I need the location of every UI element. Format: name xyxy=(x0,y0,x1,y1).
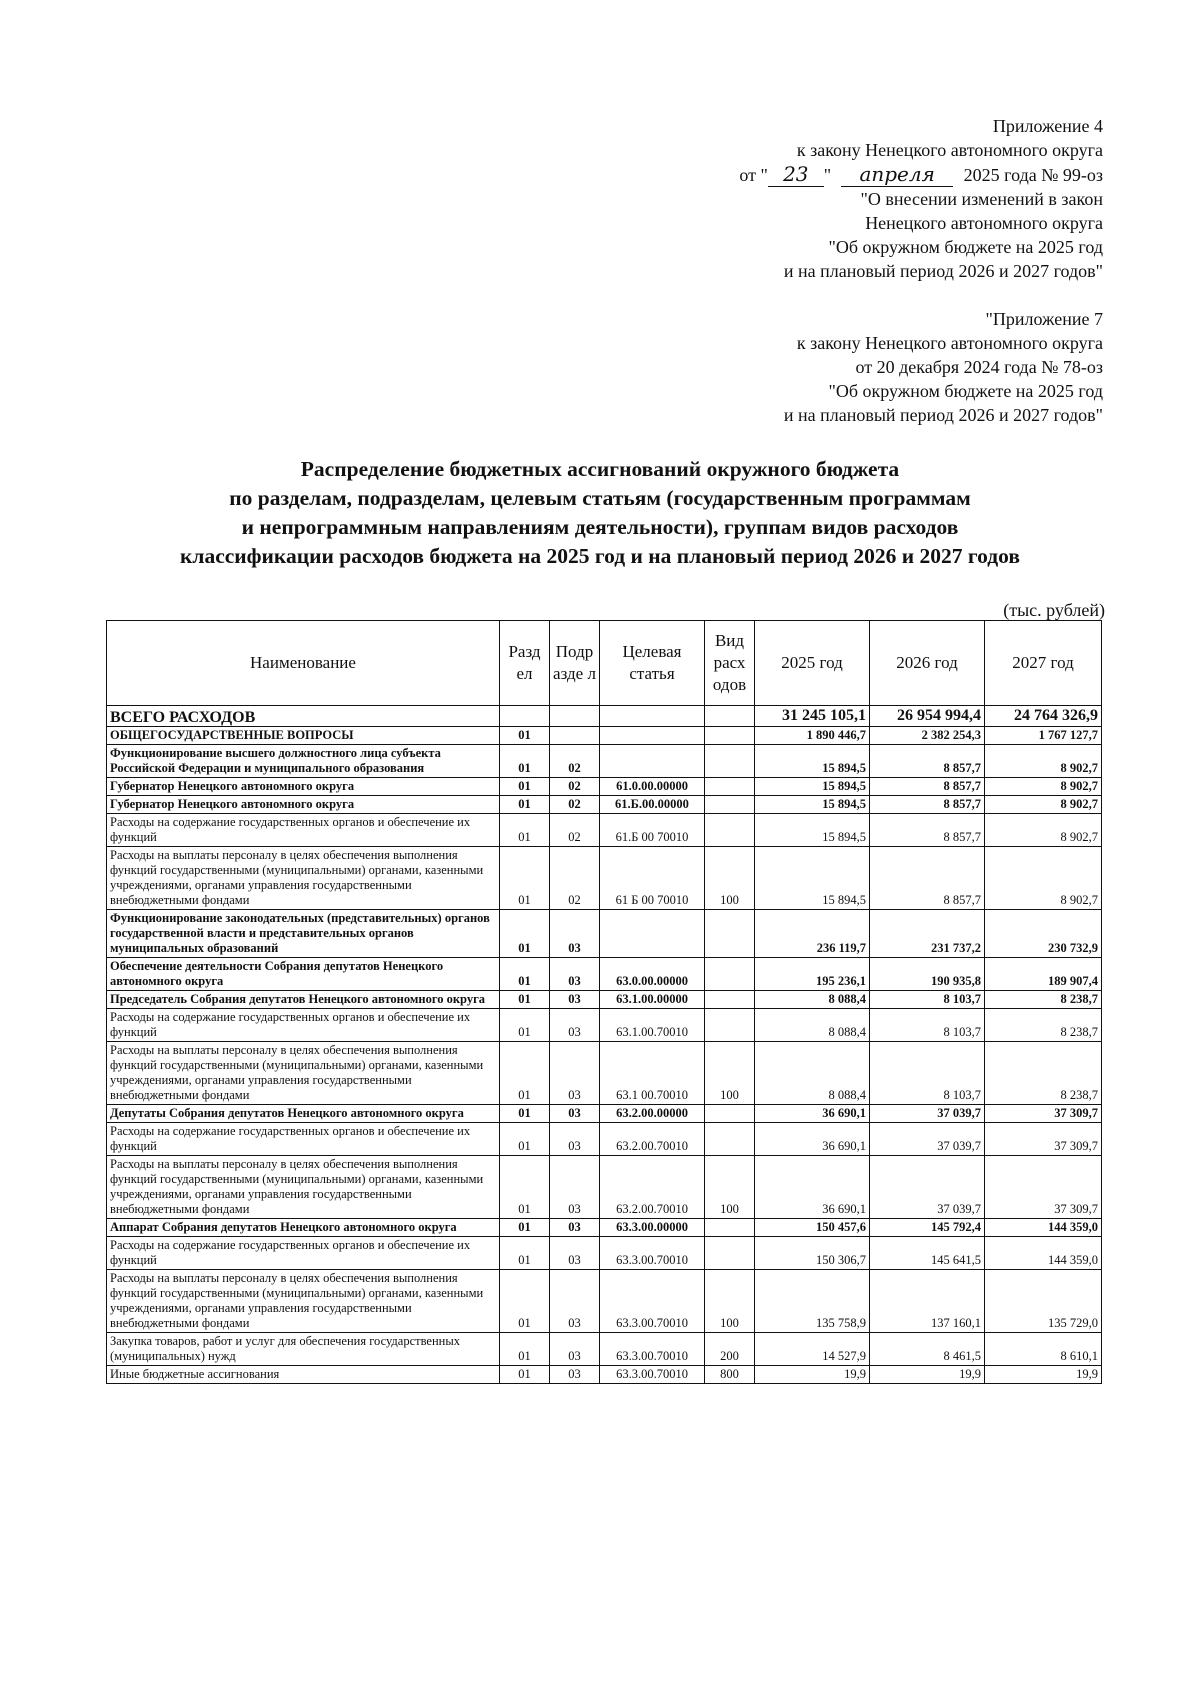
header-line: "Об окружном бюджете на 2025 год xyxy=(828,237,1103,257)
row-vid: 100 xyxy=(705,1156,755,1219)
table-row xyxy=(107,1105,1102,1123)
row-amount-2025: 36 690,1 xyxy=(755,1123,870,1156)
row-name: Расходы на содержание государственных органов и обеспечение их функций xyxy=(107,1123,500,1156)
row-podrazdel: 03 xyxy=(550,1042,600,1105)
row-vid xyxy=(705,1123,755,1156)
row-amount-2026: 8 103,7 xyxy=(870,991,985,1009)
handwritten-month: апреля xyxy=(841,162,953,187)
row-vid xyxy=(705,1219,755,1237)
col-header-target: Целевая статья xyxy=(600,621,705,706)
header-line: к закону Ненецкого автономного округа xyxy=(796,333,1103,353)
row-vid: 100 xyxy=(705,1270,755,1333)
row-target: 63.2.00.70010 xyxy=(600,1123,705,1156)
table-row xyxy=(107,778,1102,796)
row-razdel: 01 xyxy=(500,1270,550,1333)
row-podrazdel: 02 xyxy=(550,847,600,910)
row-amount-2025: 1 890 446,7 xyxy=(755,727,870,745)
row-name: Расходы на выплаты персоналу в целях обеспечения выполнения функций государственными (муниципальными) органами, казенными учреждениями, органами управления государственными внебюджетными фондами xyxy=(107,1042,500,1105)
row-amount-2027: 19,9 xyxy=(985,1366,1102,1384)
row-razdel: 01 xyxy=(500,1105,550,1123)
col-header-vid: Вид расх одов xyxy=(705,621,755,706)
row-amount-2025: 15 894,5 xyxy=(755,796,870,814)
header-line: Ненецкого автономного округа xyxy=(865,213,1103,233)
row-razdel: 01 xyxy=(500,796,550,814)
row-target: 63.3.00.00000 xyxy=(600,1219,705,1237)
row-amount-2025: 150 306,7 xyxy=(755,1237,870,1270)
row-amount-2027: 37 309,7 xyxy=(985,1156,1102,1219)
row-amount-2027: 37 309,7 xyxy=(985,1105,1102,1123)
row-razdel: 01 xyxy=(500,745,550,778)
title-line: и непрограммным направлениям деятельности), группам видов расходов xyxy=(241,515,959,539)
row-amount-2026: 190 935,8 xyxy=(870,958,985,991)
row-amount-2026: 145 792,4 xyxy=(870,1219,985,1237)
col-header-2026: 2026 год xyxy=(870,621,985,706)
row-target: 61.0.00.00000 xyxy=(600,778,705,796)
row-razdel: 01 xyxy=(500,1123,550,1156)
row-amount-2025: 195 236,1 xyxy=(755,958,870,991)
row-amount-2025: 135 758,9 xyxy=(755,1270,870,1333)
col-header-podrazdel: Подр азде л xyxy=(550,621,600,706)
row-amount-2027: 8 902,7 xyxy=(985,778,1102,796)
table-row xyxy=(107,910,1102,958)
row-amount-2026: 8 857,7 xyxy=(870,745,985,778)
row-vid: 800 xyxy=(705,1366,755,1384)
date-prefix: от " xyxy=(739,165,768,185)
row-name: Губернатор Ненецкого автономного округа xyxy=(107,778,500,796)
row-amount-2027: 8 902,7 xyxy=(985,796,1102,814)
row-amount-2026: 19,9 xyxy=(870,1366,985,1384)
row-amount-2025: 19,9 xyxy=(755,1366,870,1384)
row-amount-2025: 31 245 105,1 xyxy=(755,706,870,727)
row-podrazdel: 03 xyxy=(550,991,600,1009)
row-amount-2025: 15 894,5 xyxy=(755,745,870,778)
table-row xyxy=(107,1237,1102,1270)
row-amount-2025: 8 088,4 xyxy=(755,1042,870,1105)
table-row xyxy=(107,991,1102,1009)
budget-table xyxy=(106,620,1102,1384)
row-podrazdel: 03 xyxy=(550,1105,600,1123)
row-amount-2025: 150 457,6 xyxy=(755,1219,870,1237)
row-name: Расходы на выплаты персоналу в целях обеспечения выполнения функций государственными (муниципальными) органами, казенными учреждениями, органами управления государственными внебюджетными фондами xyxy=(107,1270,500,1333)
row-podrazdel: 02 xyxy=(550,745,600,778)
row-podrazdel: 03 xyxy=(550,1219,600,1237)
header-line: к закону Ненецкого автономного округа xyxy=(796,140,1103,160)
col-header-name: Наименование xyxy=(107,621,500,706)
row-amount-2025: 8 088,4 xyxy=(755,991,870,1009)
table-row xyxy=(107,706,1102,727)
table-row xyxy=(107,1219,1102,1237)
row-podrazdel: 03 xyxy=(550,1123,600,1156)
header-spacer xyxy=(739,283,1103,307)
row-amount-2027: 37 309,7 xyxy=(985,1123,1102,1156)
row-name: ВСЕГО РАСХОДОВ xyxy=(107,706,500,727)
table-row xyxy=(107,1270,1102,1333)
row-amount-2027: 8 902,7 xyxy=(985,847,1102,910)
row-vid: 100 xyxy=(705,847,755,910)
row-podrazdel: 03 xyxy=(550,1333,600,1366)
header-line: от 20 декабря 2024 года № 78-оз xyxy=(855,357,1103,377)
row-razdel: 01 xyxy=(500,991,550,1009)
row-name: Депутаты Собрания депутатов Ненецкого автономного округа xyxy=(107,1105,500,1123)
row-razdel: 01 xyxy=(500,1042,550,1105)
row-vid xyxy=(705,745,755,778)
row-amount-2026: 8 857,7 xyxy=(870,847,985,910)
row-target: 63.3.00.70010 xyxy=(600,1333,705,1366)
row-name: Расходы на содержание государственных органов и обеспечение их функций xyxy=(107,1009,500,1042)
table-row xyxy=(107,1042,1102,1105)
col-header-razdel: Разд ел xyxy=(500,621,550,706)
handwritten-day: 23 xyxy=(768,162,824,187)
row-razdel: 01 xyxy=(500,778,550,796)
row-vid xyxy=(705,1009,755,1042)
row-amount-2026: 8 857,7 xyxy=(870,814,985,847)
row-podrazdel: 03 xyxy=(550,1009,600,1042)
row-name: Расходы на выплаты персоналу в целях обеспечения выполнения функций государственными (муниципальными) органами, казенными учреждениями, органами управления государственными внебюджетными фондами xyxy=(107,847,500,910)
row-amount-2026: 8 103,7 xyxy=(870,1042,985,1105)
row-target: 61.Б.00.00000 xyxy=(600,796,705,814)
header-line: "Об окружном бюджете на 2025 год xyxy=(828,381,1103,401)
row-name: Функционирование законодательных (представительных) органов государственной власти и представительных органов муниципальных образований xyxy=(107,910,500,958)
row-amount-2025: 236 119,7 xyxy=(755,910,870,958)
row-amount-2026: 26 954 994,4 xyxy=(870,706,985,727)
title-line: Распределение бюджетных ассигнований окружного бюджета xyxy=(300,457,900,481)
row-name: Обеспечение деятельности Собрания депутатов Ненецкого автономного округа xyxy=(107,958,500,991)
row-amount-2026: 37 039,7 xyxy=(870,1105,985,1123)
row-amount-2026: 37 039,7 xyxy=(870,1123,985,1156)
row-name: Иные бюджетные ассигнования xyxy=(107,1366,500,1384)
col-header-2025: 2025 год xyxy=(755,621,870,706)
row-podrazdel: 03 xyxy=(550,958,600,991)
row-amount-2026: 2 382 254,3 xyxy=(870,727,985,745)
row-target: 63.3.00.70010 xyxy=(600,1237,705,1270)
row-razdel: 01 xyxy=(500,1156,550,1219)
row-amount-2027: 230 732,9 xyxy=(985,910,1102,958)
row-vid xyxy=(705,991,755,1009)
row-amount-2026: 8 857,7 xyxy=(870,778,985,796)
row-vid: 100 xyxy=(705,1042,755,1105)
table-header-row xyxy=(107,621,1102,706)
table-row xyxy=(107,796,1102,814)
row-podrazdel xyxy=(550,706,600,727)
row-name: ОБЩЕГОСУДАРСТВЕННЫЕ ВОПРОСЫ xyxy=(107,727,500,745)
table-row xyxy=(107,1333,1102,1366)
header-line: "Приложение 7 xyxy=(985,309,1103,329)
row-amount-2026: 145 641,5 xyxy=(870,1237,985,1270)
row-amount-2025: 14 527,9 xyxy=(755,1333,870,1366)
row-podrazdel: 03 xyxy=(550,1270,600,1333)
table-row xyxy=(107,847,1102,910)
row-razdel: 01 xyxy=(500,727,550,745)
row-amount-2026: 8 461,5 xyxy=(870,1333,985,1366)
date-mid: " xyxy=(823,165,832,185)
row-amount-2027: 144 359,0 xyxy=(985,1219,1102,1237)
table-row xyxy=(107,1156,1102,1219)
row-amount-2027: 135 729,0 xyxy=(985,1270,1102,1333)
row-target: 63.2.00.70010 xyxy=(600,1156,705,1219)
row-vid xyxy=(705,910,755,958)
row-amount-2026: 8 103,7 xyxy=(870,1009,985,1042)
row-amount-2027: 144 359,0 xyxy=(985,1237,1102,1270)
row-target xyxy=(600,745,705,778)
row-amount-2027: 8 238,7 xyxy=(985,1009,1102,1042)
row-podrazdel: 02 xyxy=(550,814,600,847)
row-amount-2027: 8 238,7 xyxy=(985,991,1102,1009)
row-razdel: 01 xyxy=(500,1237,550,1270)
row-amount-2027: 189 907,4 xyxy=(985,958,1102,991)
units-label: (тыс. рублей) xyxy=(1003,600,1105,620)
row-vid xyxy=(705,727,755,745)
row-amount-2025: 15 894,5 xyxy=(755,847,870,910)
row-name: Губернатор Ненецкого автономного округа xyxy=(107,796,500,814)
row-razdel: 01 xyxy=(500,1333,550,1366)
row-target: 63.1.00.00000 xyxy=(600,991,705,1009)
row-name: Функционирование высшего должностного лица субъекта Российской Федерации и муниципального образования xyxy=(107,745,500,778)
row-target: 61.Б 00 70010 xyxy=(600,814,705,847)
row-vid xyxy=(705,778,755,796)
row-razdel: 01 xyxy=(500,814,550,847)
row-amount-2025: 8 088,4 xyxy=(755,1009,870,1042)
row-vid xyxy=(705,958,755,991)
row-vid xyxy=(705,706,755,727)
row-target: 61 Б 00 70010 xyxy=(600,847,705,910)
row-amount-2027: 8 238,7 xyxy=(985,1042,1102,1105)
col-header-2027: 2027 год xyxy=(985,621,1102,706)
row-razdel: 01 xyxy=(500,958,550,991)
row-vid: 200 xyxy=(705,1333,755,1366)
row-vid xyxy=(705,1105,755,1123)
row-amount-2027: 1 767 127,7 xyxy=(985,727,1102,745)
row-target xyxy=(600,727,705,745)
row-target: 63.3.00.70010 xyxy=(600,1270,705,1333)
table-body xyxy=(107,706,1102,1384)
row-amount-2027: 8 610,1 xyxy=(985,1333,1102,1366)
row-name: Закупка товаров, работ и услуг для обеспечения государственных (муниципальных) нужд xyxy=(107,1333,500,1366)
law-date-line xyxy=(739,162,1103,187)
row-podrazdel: 03 xyxy=(550,1156,600,1219)
row-target: 63.2.00.00000 xyxy=(600,1105,705,1123)
row-razdel: 01 xyxy=(500,847,550,910)
table-row xyxy=(107,1366,1102,1384)
header-line: и на плановый период 2026 и 2027 годов" xyxy=(783,261,1103,281)
row-amount-2026: 137 160,1 xyxy=(870,1270,985,1333)
row-amount-2026: 37 039,7 xyxy=(870,1156,985,1219)
appendix-header xyxy=(739,114,1103,427)
header-line: Приложение 4 xyxy=(992,116,1103,136)
row-name: Расходы на выплаты персоналу в целях обеспечения выполнения функций государственными (муниципальными) органами, казенными учреждениями, органами управления государственными внебюджетными фондами xyxy=(107,1156,500,1219)
row-podrazdel: 03 xyxy=(550,910,600,958)
row-vid xyxy=(705,1237,755,1270)
row-vid xyxy=(705,796,755,814)
row-amount-2025: 15 894,5 xyxy=(755,814,870,847)
row-podrazdel: 02 xyxy=(550,796,600,814)
header-line: "О внесении изменений в закон xyxy=(860,189,1103,209)
table-row xyxy=(107,814,1102,847)
row-name: Расходы на содержание государственных органов и обеспечение их функций xyxy=(107,1237,500,1270)
row-amount-2025: 36 690,1 xyxy=(755,1156,870,1219)
row-razdel: 01 xyxy=(500,1009,550,1042)
row-podrazdel: 03 xyxy=(550,1237,600,1270)
row-target xyxy=(600,910,705,958)
document-title xyxy=(0,455,1200,571)
row-razdel: 01 xyxy=(500,910,550,958)
row-vid xyxy=(705,814,755,847)
title-line: классификации расходов бюджета на 2025 год и на плановый период 2026 и 2027 годов xyxy=(180,544,1020,568)
row-amount-2026: 8 857,7 xyxy=(870,796,985,814)
row-amount-2027: 8 902,7 xyxy=(985,745,1102,778)
row-amount-2026: 231 737,2 xyxy=(870,910,985,958)
row-target: 63.3.00.70010 xyxy=(600,1366,705,1384)
row-target xyxy=(600,706,705,727)
table-row xyxy=(107,727,1102,745)
row-target: 63.1.00.70010 xyxy=(600,1009,705,1042)
row-razdel: 01 xyxy=(500,1219,550,1237)
row-name: Аппарат Собрания депутатов Ненецкого автономного округа xyxy=(107,1219,500,1237)
row-razdel xyxy=(500,706,550,727)
row-amount-2025: 36 690,1 xyxy=(755,1105,870,1123)
row-target: 63.0.00.00000 xyxy=(600,958,705,991)
header-line: и на плановый период 2026 и 2027 годов" xyxy=(783,405,1103,425)
row-name: Председатель Собрания депутатов Ненецкого автономного округа xyxy=(107,991,500,1009)
table-row xyxy=(107,745,1102,778)
date-suffix: 2025 года № 99-оз xyxy=(963,165,1103,185)
row-target: 63.1 00.70010 xyxy=(600,1042,705,1105)
table-row xyxy=(107,958,1102,991)
row-podrazdel xyxy=(550,727,600,745)
row-podrazdel: 03 xyxy=(550,1366,600,1384)
row-amount-2025: 15 894,5 xyxy=(755,778,870,796)
row-amount-2027: 8 902,7 xyxy=(985,814,1102,847)
row-razdel: 01 xyxy=(500,1366,550,1384)
table-row xyxy=(107,1009,1102,1042)
title-line: по разделам, подразделам, целевым статьям (государственным программам xyxy=(229,486,971,510)
row-name: Расходы на содержание государственных органов и обеспечение их функций xyxy=(107,814,500,847)
row-amount-2027: 24 764 326,9 xyxy=(985,706,1102,727)
table-row xyxy=(107,1123,1102,1156)
row-podrazdel: 02 xyxy=(550,778,600,796)
